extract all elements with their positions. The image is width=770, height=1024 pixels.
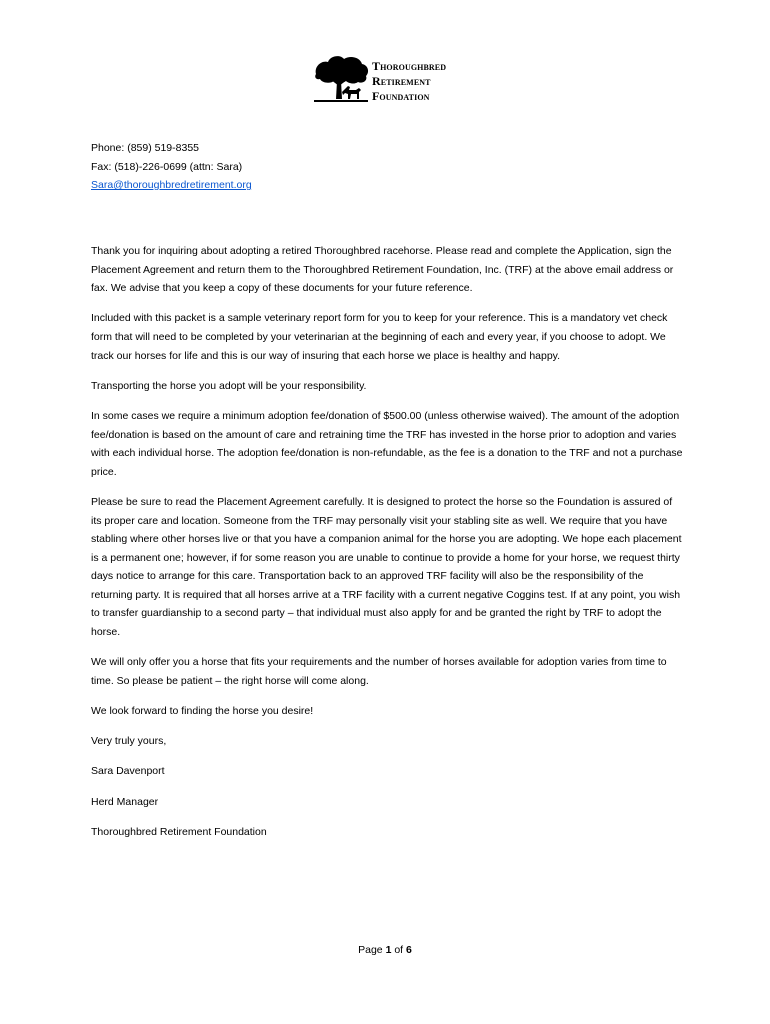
- signature-name: Sara Davenport: [91, 765, 165, 778]
- logo-wordmark: [372, 59, 446, 104]
- page-current: 1: [385, 944, 392, 956]
- paragraph-intro: Thank you for inquiring about adopting a retired Thoroughbred racehorse. Please read and complete the Application, sign the Placement Agreement and return them to the Thoroughbred Retirement Foundation, Inc. (TRF) at the above email address or fax. We advise that you keep a copy of these documents for your future reference.: [91, 245, 674, 295]
- logo-line-3: Foundation: [372, 89, 430, 103]
- foundation-logo: [312, 54, 472, 110]
- paragraph-availability: We will only offer you a horse that fits your requirements and the number of horses available for adoption varies from time to time. So please be patient – the right horse will come along.: [91, 656, 667, 687]
- fax-line: Fax: (518)-226-0699 (attn: Sara): [91, 160, 243, 173]
- paragraph-vet-form: Included with this packet is a sample veterinary report form for you to keep for your reference. This is a mandatory vet check form that will need to be completed by your veterinarian at the beginning of each and every year, if you choose to adopt. We track our horses for life and this is our way of insuring that each horse we place is healthy and happy.: [91, 312, 668, 362]
- phone-line: Phone: (859) 519-8355: [91, 142, 199, 154]
- signature-title: Herd Manager: [91, 795, 159, 808]
- page-footer: [0, 944, 770, 956]
- paragraph-valediction: Very truly yours,: [91, 735, 167, 748]
- paragraph-placement: Please be sure to read the Placement Agreement carefully. It is designed to protect the horse so the Foundation is assured of its proper care and location. Someone from the TRF may personally visit your stabling site as well. We require that you have stabling where other horses live or that you have a companion animal for the horse you are adopting. We hope each placement is a permanent one; however, if for some reason you are unable to continue to provide a home for your horse, we request thirty days notice to arrange for this care. Transportation back to an approved TRF facility will also be the responsibility of the returning party. It is required that all horses arrive at a TRF facility with a current negative Coggins test. If at any point, you wish to transfer guardianship to a second party – that individual must also apply for and be granted the right by TRF to adopt the horse.: [91, 495, 682, 639]
- letter-body: [91, 242, 683, 853]
- logo-line-1: Thoroughbred: [372, 59, 447, 73]
- email-link[interactable]: Sara@thoroughbredretirement.org: [91, 179, 252, 191]
- tree-horse-icon: [312, 54, 370, 108]
- contact-block: [91, 139, 252, 195]
- signature-block: [91, 762, 683, 841]
- paragraph-fee: In some cases we require a minimum adoption fee/donation of $500.00 (unless otherwise waived). The amount of the adoption fee/donation is based on the amount of care and retraining time the TRF has invested in the horse prior to adoption and varies with each individual horse. The adoption fee/donation is non-refundable, as the fee is a donation to the TRF and not a purchase price.: [91, 409, 683, 478]
- email-link-wrapper: [91, 176, 252, 195]
- paragraph-closing: We look forward to finding the horse you desire!: [91, 705, 314, 718]
- page-of: of: [391, 944, 407, 956]
- signature-org: Thoroughbred Retirement Foundation: [91, 825, 267, 838]
- page-label: Page: [358, 944, 386, 956]
- page-total: 6: [406, 944, 412, 956]
- paragraph-transport: Transporting the horse you adopt will be your responsibility.: [91, 379, 367, 392]
- logo-line-2: Retirement: [372, 74, 431, 88]
